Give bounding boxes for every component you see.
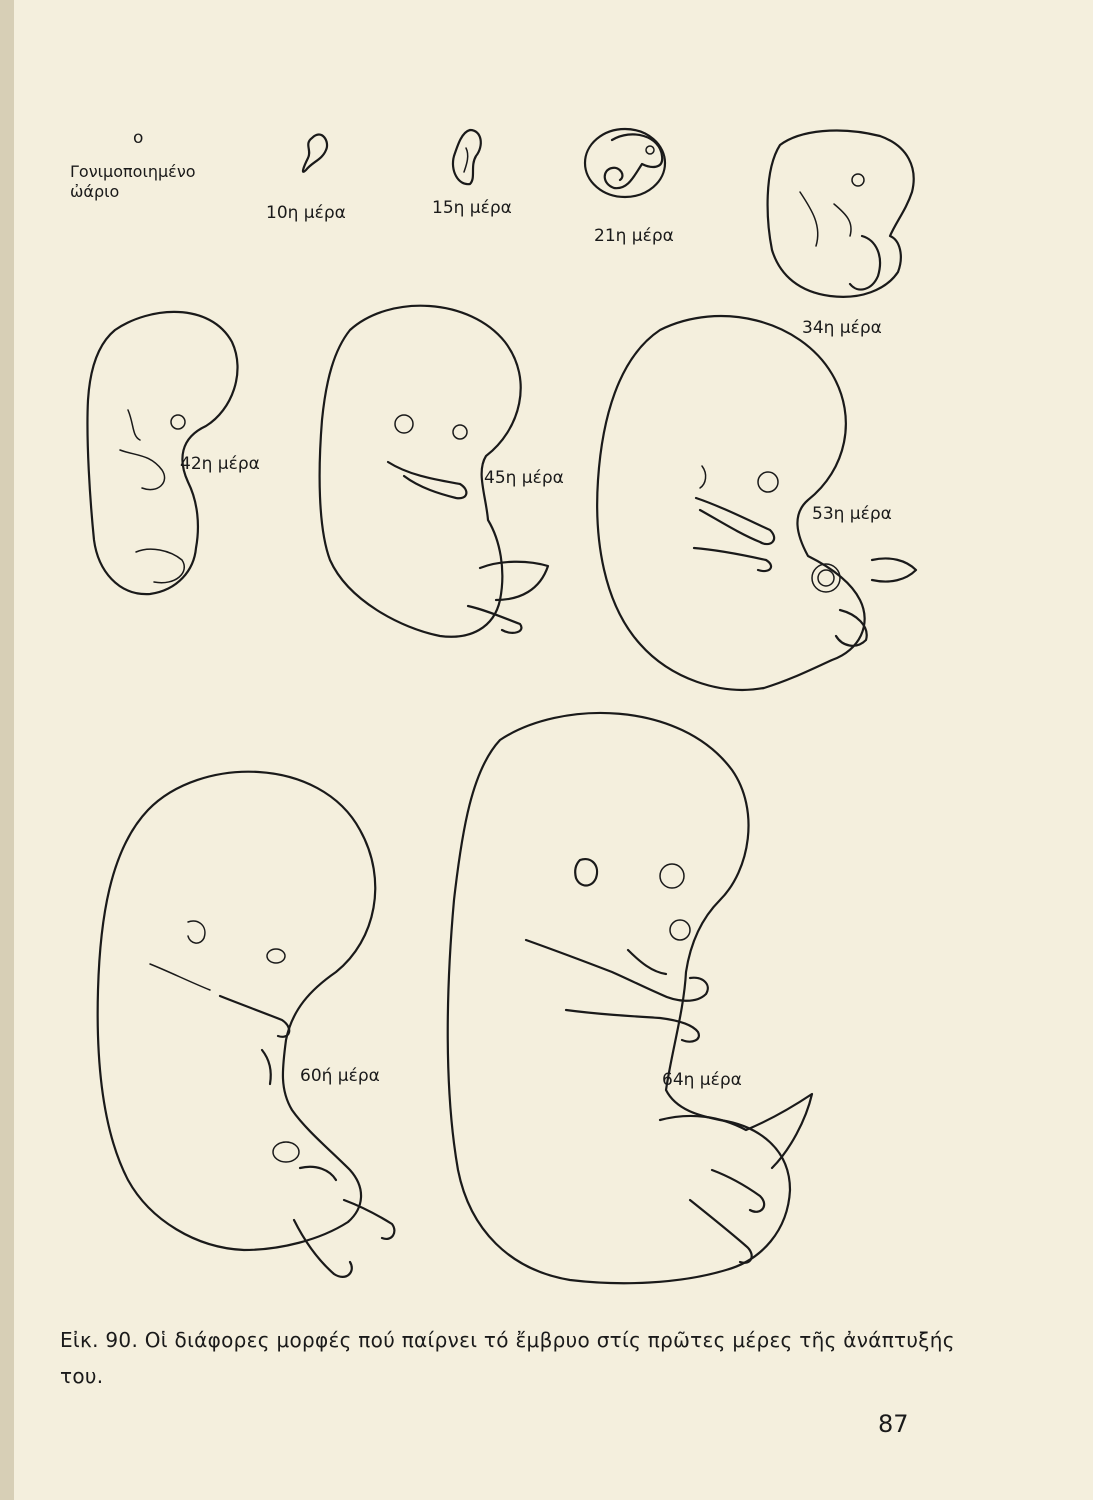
embryo-day42-drawing (87, 312, 237, 594)
ovum-marker: o (133, 128, 144, 148)
stage-label-day64: 64η μέρα (662, 1070, 742, 1090)
embryo-day10-drawing (303, 135, 327, 172)
embryo-day15-drawing (453, 130, 481, 184)
stage-label-day53: 53η μέρα (812, 504, 892, 524)
stage-label-day45: 45η μέρα (484, 468, 564, 488)
stage-label-ovum: Γονιμοποιημένο ὠάριο (70, 162, 196, 201)
stage-label-day15: 15η μέρα (432, 198, 512, 218)
embryo-day53-drawing (597, 316, 916, 690)
embryo-day60-drawing (98, 772, 395, 1277)
stage-label-day10: 10η μέρα (266, 203, 346, 223)
stage-label-day60: 60ή μέρα (300, 1066, 380, 1086)
stage-label-day42: 42η μέρα (180, 454, 260, 474)
page-number: 87 (878, 1410, 909, 1438)
figure-caption: Εἰκ. 90. Οἱ διάφορες μορφές πού παίρνει τό ἔμβρυο στίς πρῶτες μέρες τῆς ἀνάπτυξής του. (60, 1328, 955, 1388)
stage-label-day21: 21η μέρα (594, 226, 674, 246)
embryo-day34-drawing (768, 130, 914, 296)
embryo-day21-drawing (585, 129, 665, 197)
embryo-day64-drawing (448, 713, 812, 1283)
stage-label-day34: 34η μέρα (802, 318, 882, 338)
